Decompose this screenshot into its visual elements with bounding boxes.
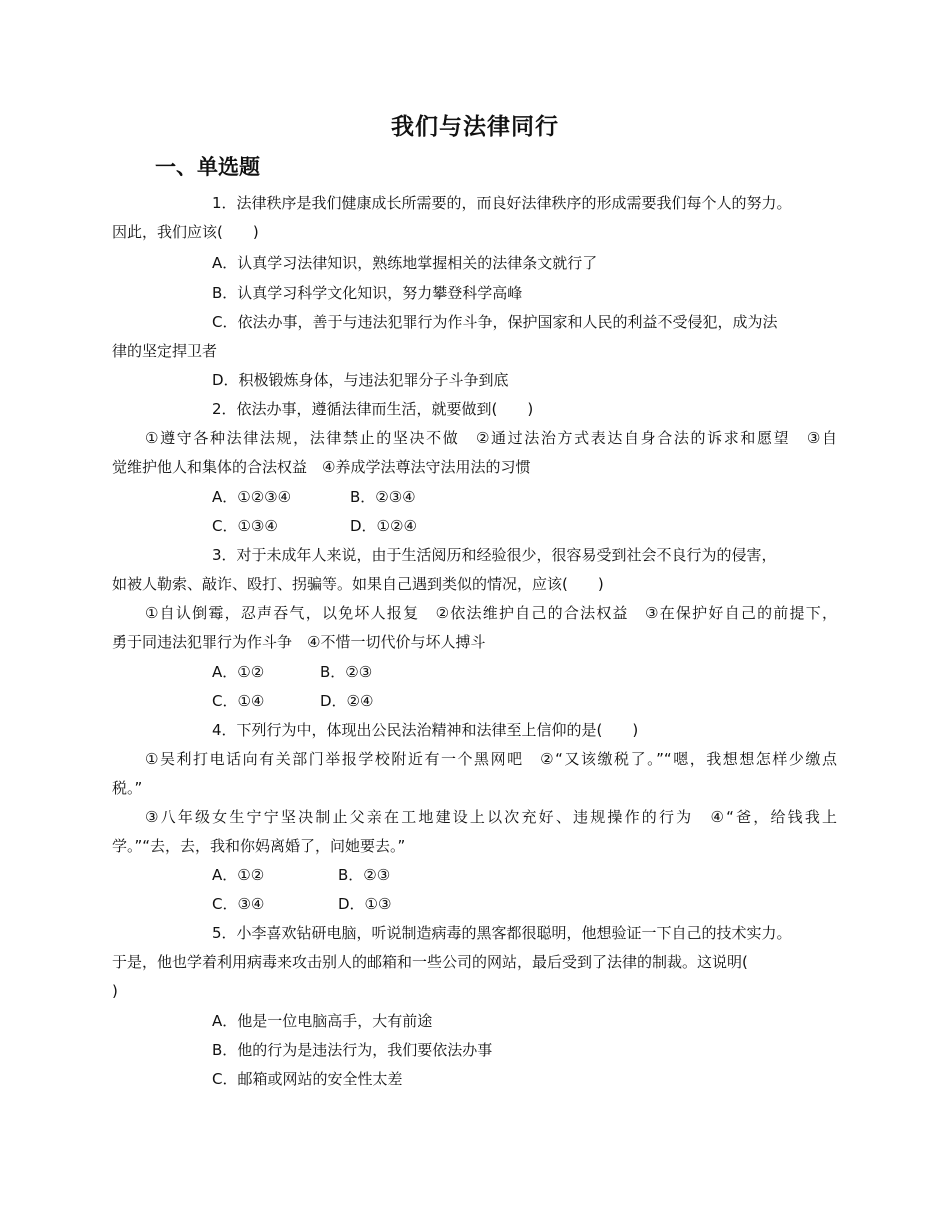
q5-stem-line2: 于是，他也学着利用病毒来攻击别人的邮箱和一些公司的网站，最后受到了法律的制裁。这说明(: [112, 953, 748, 971]
q2-option-b: B．②③④: [350, 488, 416, 506]
q4-items-line2: 税。”: [112, 779, 143, 797]
q4-items-line1: ①吴利打电话向有关部门举报学校附近有一个黑网吧 ②“又该缴税了。”“嗯，我想想怎样少缴点: [145, 750, 837, 768]
q3-option-b: B．②③: [320, 663, 373, 681]
q2-stem: 2．依法办事，遵循法律而生活，就要做到( ): [212, 400, 534, 418]
q1-option-d: D．积极锻炼身体，与违法犯罪分子斗争到底: [212, 371, 509, 389]
document-title: 我们与法律同行: [391, 114, 559, 140]
q2-option-d: D．①②④: [350, 517, 417, 535]
q2-option-a: A．①②③④: [212, 488, 292, 506]
q2-items-line1: ①遵守各种法律法规，法律禁止的坚决不做 ②通过法治方式表达自身合法的诉求和愿望 ③自: [145, 429, 837, 447]
q3-stem-line2: 如被人勒索、敲诈、殴打、拐骗等。如果自己遇到类似的情况，应该( ): [112, 575, 604, 593]
q5-stem-line1: 5．小李喜欢钻研电脑，听说制造病毒的黑客都很聪明，他想验证一下自己的技术实力。: [212, 924, 792, 942]
q1-stem-line2: 因此，我们应该( ): [112, 223, 259, 241]
q3-stem-line1: 3．对于未成年人来说，由于生活阅历和经验很少，很容易受到社会不良行为的侵害，: [212, 546, 777, 564]
q3-option-d: D．②④: [320, 692, 374, 710]
q1-option-c-line1: C．依法办事，善于与违法犯罪行为作斗争，保护国家和人民的利益不受侵犯，成为法: [212, 313, 778, 331]
q5-stem-line3: ): [112, 982, 118, 1000]
q3-option-a: A．①②: [212, 663, 265, 681]
q4-option-a: A．①②: [212, 866, 265, 884]
q1-stem-line1: 1．法律秩序是我们健康成长所需要的，而良好法律秩序的形成需要我们每个人的努力。: [212, 194, 792, 212]
q3-items-line1: ①自认倒霉，忍声吞气，以免坏人报复 ②依法维护自己的合法权益 ③在保护好自己的前提下，: [145, 604, 837, 622]
q3-items-line2: 勇于同违法犯罪行为作斗争 ④不惜一切代价与坏人搏斗: [112, 633, 486, 651]
q5-option-b: B．他的行为是违法行为，我们要依法办事: [212, 1041, 493, 1059]
q4-items-line3: ③八年级女生宁宁坚决制止父亲在工地建设上以次充好、违规操作的行为 ④“爸，给钱我上: [145, 808, 837, 826]
q4-items-line4: 学。”“去，去，我和你妈离婚了，问她要去。”: [112, 837, 406, 855]
q4-option-d: D．①③: [338, 895, 392, 913]
q2-items-line2: 觉维护他人和集体的合法权益 ④养成学法尊法守法用法的习惯: [112, 458, 531, 476]
q3-option-c: C．①④: [212, 692, 265, 710]
q5-option-c: C．邮箱或网站的安全性太差: [212, 1070, 403, 1088]
section-heading: 一、单选题: [155, 155, 260, 179]
q4-option-c: C．③④: [212, 895, 265, 913]
q4-stem: 4．下列行为中，体现出公民法治精神和法律至上信仰的是( ): [212, 721, 639, 739]
q4-option-b: B．②③: [338, 866, 391, 884]
q5-option-a: A．他是一位电脑高手，大有前途: [212, 1012, 433, 1030]
q1-option-c-line2: 律的坚定捍卫者: [112, 342, 218, 360]
q1-option-b: B．认真学习科学文化知识，努力攀登科学高峰: [212, 284, 523, 302]
q1-option-a: A．认真学习法律知识，熟练地掌握相关的法律条文就行了: [212, 254, 598, 272]
q2-option-c: C．①③④: [212, 517, 278, 535]
